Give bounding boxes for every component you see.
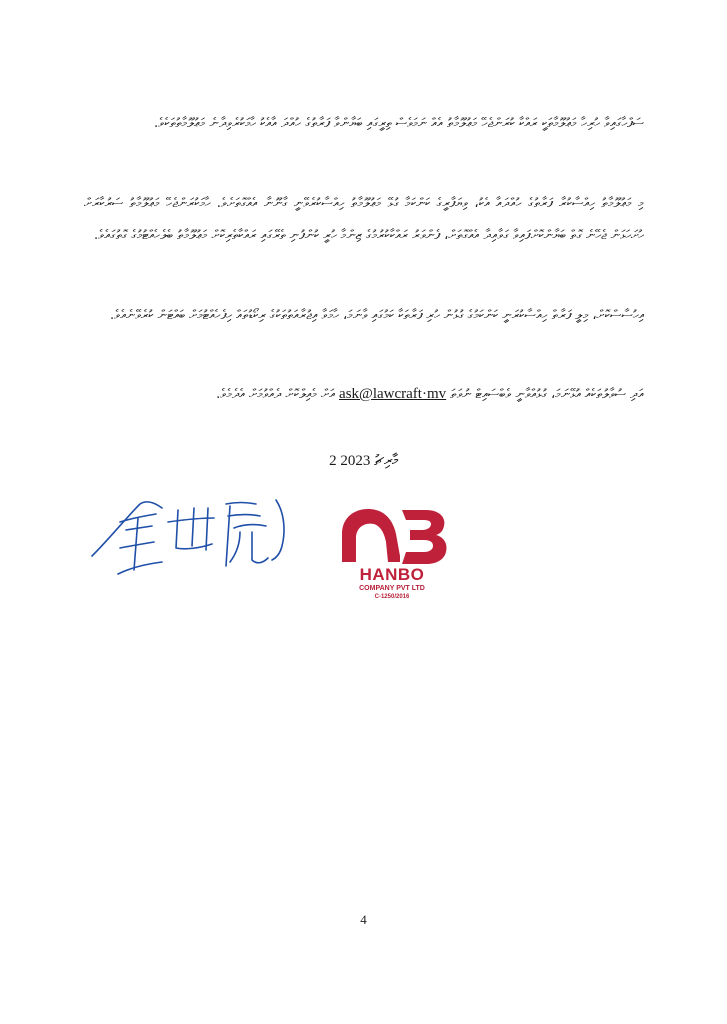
paragraph-4-text: އަދި ސުވާލުތަކެއް އުޅޭނަމަ، ގުޅުއްވާނީ ވެބްސައިޓް ނުވަތަ (446, 387, 644, 402)
paragraph-1: ސަފްހާގައިވާ ހުރިހާ މަޢުލޫމާތަކީ ރައްކާ ކުރަންޖެހޭ މަޢުލޫމާތު އެއް ނަމަވެސް ތިރީގައި ބަޔާންވާ ފަރާތުގެ ހުއްދަ އާއެކު ހާމަކުރެވިދާނެ މަޢުލޫމާތުތަކެވެ. (153, 116, 644, 131)
page-number: 4 (360, 912, 367, 927)
stamp-company-type: COMPANY PVT LTD (359, 585, 425, 592)
paragraph-2: މި މަޢުލޫމާތު ހިއްސާކުރާ ފަރާތުގެ ހުއްދައާ އެކު، ވިޔަފާރީގެ ކަންކަމާ ގުޅޭ މަޢުލޫމާތު ހިއްސާކުރެވޭނީ ގާނޫނާ އެއްގޮތަށެވެ. ހާމަކުރަންޖެހޭ މަޢުލޫމާތު ސަރުކާރަށް ހުށަހަޅަން ޖެހޭނެ ގޮތް ބަޔާންކޮށްފައިވާ ގަވާއިދާ އެއްގޮތަށް، ފެންވަރު ރައްކާކުރުމުގެ ޒިންމާ ހުރީ ކުންފުނި ތެރޭގައި ރައްކާތެރިކޮށް މަޢުލޫމާތު ބެލެހެއްޓުމުގެ ގޮތުގައެވެ. (84, 196, 644, 243)
handwritten-signature-icon (90, 488, 300, 598)
paragraph-4-text-end: އަށް މެއިލްކޮށް ދެއްވުމަށް އެދެމެވެ. (216, 387, 340, 402)
company-logo-icon (330, 500, 460, 570)
email-link[interactable]: ask@lawcraft·mv (339, 386, 447, 402)
stamp-company-name: HANBO (359, 565, 425, 584)
paragraph-4 (84, 378, 644, 442)
document-date: 2 މާރިޗު 2023 (329, 453, 398, 469)
stamp-registration: C-1250/2016 (374, 594, 410, 600)
company-stamp (330, 500, 460, 610)
paragraph-3: އިހުސާސްކޮށް، މިލީ ފަރާތް ހިއްސާކުރަނީ ކަންކަމުގެ ގުޅުން ހުރި ފަރާތަކާ ކަމުގައި ވާނަމަ، ހާމަވާ އިޖުރާއަތުތަކުގެ ރިކޯޑުތައް ހިފެހެއްޓުމަށް ބައްޓަން ކުރެވޭނެއެވެ. (109, 308, 644, 323)
